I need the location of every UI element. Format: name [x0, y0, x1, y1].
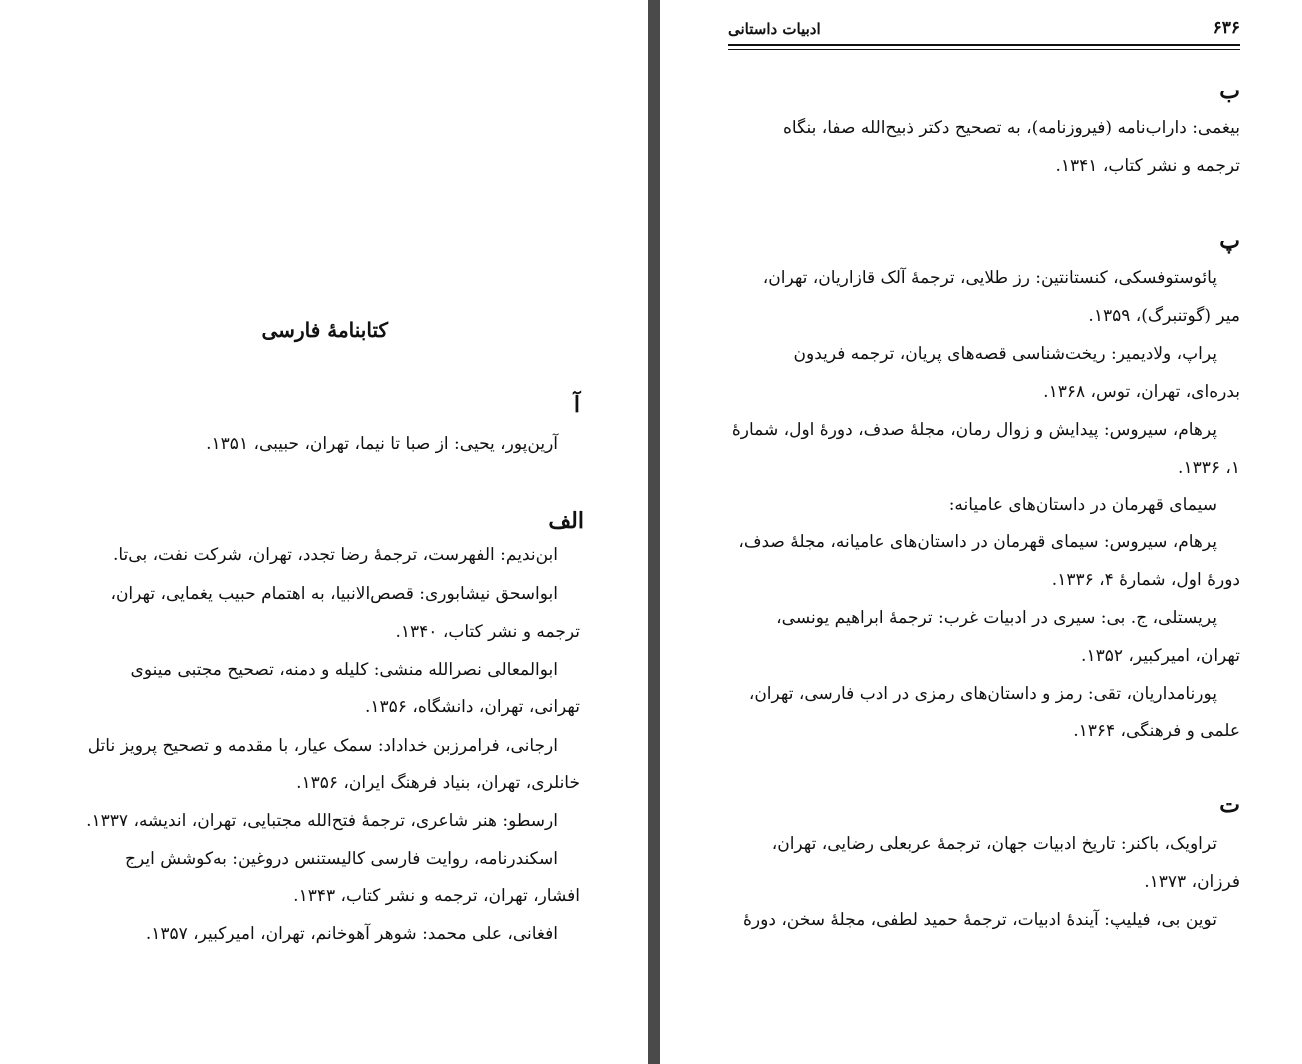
entry-line: ترجمه و نشر کتاب، ۱۳۴۱. — [1055, 156, 1240, 176]
entry-line: فرزان، ۱۳۷۳. — [1144, 872, 1240, 892]
book-gutter — [648, 0, 660, 1064]
entry-line: آرین‌پور، یحیی: از صبا تا نیما، تهران، حبیبی، ۱۳۵۱. — [206, 434, 558, 454]
entry-line: خانلری، تهران، بنیاد فرهنگ ایران، ۱۳۵۶. — [296, 773, 580, 793]
page-header — [728, 18, 1240, 54]
entry-line: افشار، تهران، ترجمه و نشر کتاب، ۱۳۴۳. — [293, 886, 580, 906]
entry-line: پائوستوفسکی، کنستانتین: رز طلایی، ترجمهٔ آلک قازاریان، تهران، — [762, 268, 1217, 288]
section-letter-alef-madda: آ — [573, 392, 580, 418]
entry-line: تهران، امیرکبیر، ۱۳۵۲. — [1081, 646, 1240, 666]
right-page — [660, 0, 1302, 1064]
entry-line: ترجمه و نشر کتاب، ۱۳۴۰. — [395, 622, 580, 642]
entry-line: ابواسحق نیشابوری: قصص‌الانبیا، به اهتمام حبیب یغمایی، تهران، — [110, 584, 558, 604]
page-number: ۶۳۶ — [1212, 18, 1240, 38]
entry-line: بدره‌ای، تهران، توس، ۱۳۶۸. — [1043, 382, 1240, 402]
entry-line: علمی و فرهنگی، ۱۳۶۴. — [1073, 721, 1240, 741]
entry-line: ۱، ۱۳۳۶. — [1178, 458, 1240, 478]
entry-line: پورنامداریان، تقی: رمز و داستان‌های رمزی در ادب فارسی، تهران، — [748, 684, 1217, 704]
entry-line: پراپ، ولادیمیر: ریخت‌شناسی قصه‌های پریان، ترجمه فریدون — [793, 344, 1217, 364]
section-letter-pe: پ — [1219, 228, 1240, 254]
entry-line: میر (گوتنبرگ)، ۱۳۵۹. — [1088, 306, 1240, 326]
entry-line: ابن‌ندیم: الفهرست، ترجمهٔ رضا تجدد، تهران، شرکت نفت، بی‌تا. — [112, 545, 558, 565]
entry-line: تهرانی، تهران، دانشگاه، ۱۳۵۶. — [364, 697, 580, 717]
entry-line: توین بی، فیلیپ: آیندهٔ ادبیات، ترجمهٔ حمید لطفی، مجلهٔ سخن، دورهٔ — [743, 910, 1217, 930]
section-letter-alef: الف — [548, 508, 584, 534]
section-letter-be: ب — [1219, 78, 1240, 104]
entry-line: پرهام، سیروس: پیدایش و زوال رمان، مجلهٔ صدف، دورهٔ اول، شمارهٔ — [731, 420, 1217, 440]
entry-line: ابوالمعالی نصرالله منشی: کلیله و دمنه، تصحیح مجتبی مینوی — [130, 660, 558, 680]
entry-line: اسکندرنامه، روایت فارسی کالیستنس دروغین: به‌کوشش ایرج — [125, 849, 558, 869]
entry-line: ارسطو: هنر شاعری، ترجمهٔ فتح‌الله مجتبایی، تهران، اندیشه، ۱۳۳۷. — [86, 811, 558, 831]
section-letter-te: ت — [1219, 792, 1240, 818]
bibliography-title: کتابنامهٔ فارسی — [261, 318, 388, 342]
left-page — [0, 0, 648, 1064]
running-title: ادبیات داستانی — [728, 20, 821, 38]
entry-line: تراویک، باکنر: تاریخ ادبیات جهان، ترجمهٔ عربعلی رضایی، تهران، — [771, 834, 1217, 854]
header-rule — [728, 44, 1240, 46]
entry-line: پرهام، سیروس: سیمای قهرمان در داستان‌های عامیانه، مجلهٔ صدف، — [738, 532, 1217, 552]
header-rule — [728, 49, 1240, 50]
entry-line: سیمای قهرمان در داستان‌های عامیانه: — [948, 495, 1217, 515]
entry-line: ارجانی، فرامرزبن خداداد: سمک عیار، با مقدمه و تصحیح پرویز ناتل — [87, 736, 558, 756]
entry-line: بیغمی: داراب‌نامه (فیروزنامه)، به تصحیح دکتر ذبیح‌الله صفا، بنگاه — [783, 118, 1240, 138]
entry-line: دورهٔ اول، شمارهٔ ۴، ۱۳۳۶. — [1051, 570, 1240, 590]
entry-line: پریستلی، ج. بی: سیری در ادبیات غرب: ترجمهٔ ابراهیم یونسی، — [776, 608, 1217, 628]
entry-line: افغانی، علی محمد: شوهر آهوخانم، تهران، امیرکبیر، ۱۳۵۷. — [145, 924, 558, 944]
